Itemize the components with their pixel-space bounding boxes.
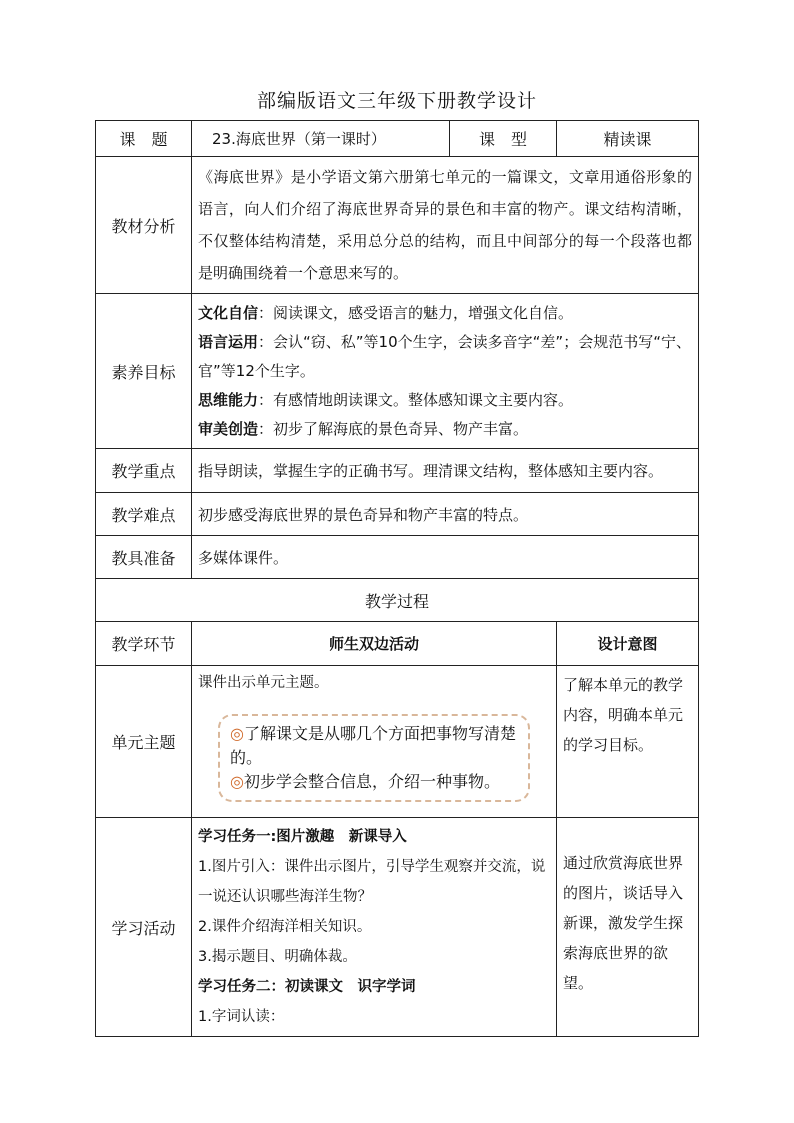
- task1-line: 1.图片引入：课件出示图片，引导学生观察并交流，说一说还认识哪些海洋生物？: [198, 859, 546, 905]
- unit-theme-intro: 课件出示单元主题。: [198, 675, 329, 691]
- material-row: [96, 157, 699, 294]
- goals-row: [96, 294, 699, 449]
- bullet-icon: ◎: [230, 772, 244, 791]
- process-heading: 教学过程: [96, 579, 699, 622]
- lesson-label: 课 题: [96, 121, 192, 157]
- tools-row: [96, 536, 699, 579]
- task2-line: 1.字词认读：: [198, 1009, 285, 1025]
- unit-theme-intent: 了解本单元的教学内容，明确本单元的学习目标。: [557, 666, 699, 818]
- key-points-text: 指导朗读，掌握生字的正确书写。理清课文结构，整体感知主要内容。: [192, 449, 699, 493]
- task1-line: 2.课件介绍海洋相关知识。: [198, 919, 372, 935]
- document-title: 部编版语文三年级下册教学设计: [256, 90, 537, 112]
- theme-bullet: ◎了解课文是从哪几个方面把事物写清楚的。: [230, 724, 516, 767]
- col-intent: 设计意图: [557, 622, 699, 666]
- key-points-row: [96, 449, 699, 493]
- col-stage: 教学环节: [96, 622, 192, 666]
- unit-theme-cell: [192, 666, 557, 818]
- key-points-label: 教学重点: [96, 449, 192, 493]
- task1-title: 学习任务一:图片激趣 新课导入: [198, 829, 407, 845]
- type-value: 精读课: [557, 121, 699, 157]
- activities-label: 学习活动: [96, 818, 192, 1037]
- difficulties-label: 教学难点: [96, 493, 192, 536]
- goal-item: 审美创造：初步了解海底的景色奇异、物产丰富。: [198, 419, 529, 438]
- process-heading-row: [96, 579, 699, 622]
- activities-cell: [192, 818, 557, 1037]
- unit-theme-box: [218, 714, 530, 802]
- header-row: [96, 121, 699, 157]
- material-text: 《海底世界》是小学语文第六册第七单元的一篇课文，文章用通俗形象的语言，向人们介绍了海底世界奇异的景色和丰富的物产。课文结构清晰，不仅整体结构清楚，采用总分总的结构，而且中间部分的每一个段落也都是明确围绕着一个意思来写的。: [192, 157, 699, 294]
- unit-theme-row: [96, 666, 699, 818]
- col-activity: 师生双边活动: [192, 622, 557, 666]
- lesson-value: 23.海底世界（第一课时）: [192, 121, 450, 157]
- activities-intent: 通过欣赏海底世界的图片，谈话导入新课，激发学生探索海底世界的欲望。: [557, 818, 699, 1037]
- tools-label: 教具准备: [96, 536, 192, 579]
- tools-text: 多媒体课件。: [192, 536, 699, 579]
- goals-label: 素养目标: [96, 294, 192, 449]
- goals-cell: [192, 294, 699, 449]
- theme-bullet: ◎初步学会整合信息，介绍一种事物。: [230, 772, 500, 791]
- goal-item: 语言运用：会认“窃、私”等10个生字，会读多音字“差”；会规范书写“宁、官”等12个生字。: [198, 332, 691, 380]
- task2-title: 学习任务二：初读课文 识字学词: [198, 979, 416, 995]
- type-label: 课 型: [450, 121, 557, 157]
- lesson-plan-table: [95, 120, 699, 1037]
- unit-theme-label: 单元主题: [96, 666, 192, 818]
- task1-line: 3.揭示题目、明确体裁。: [198, 949, 357, 965]
- goal-item: 思维能力：有感情地朗读课文。整体感知课文主要内容。: [198, 390, 574, 409]
- difficulties-row: [96, 493, 699, 536]
- bullet-icon: ◎: [230, 724, 244, 743]
- process-columns-row: [96, 622, 699, 666]
- goal-item: 文化自信：阅读课文，感受语言的魅力，增强文化自信。: [198, 303, 574, 322]
- activities-row: [96, 818, 699, 1037]
- difficulties-text: 初步感受海底世界的景色奇异和物产丰富的特点。: [192, 493, 699, 536]
- material-label: 教材分析: [96, 157, 192, 294]
